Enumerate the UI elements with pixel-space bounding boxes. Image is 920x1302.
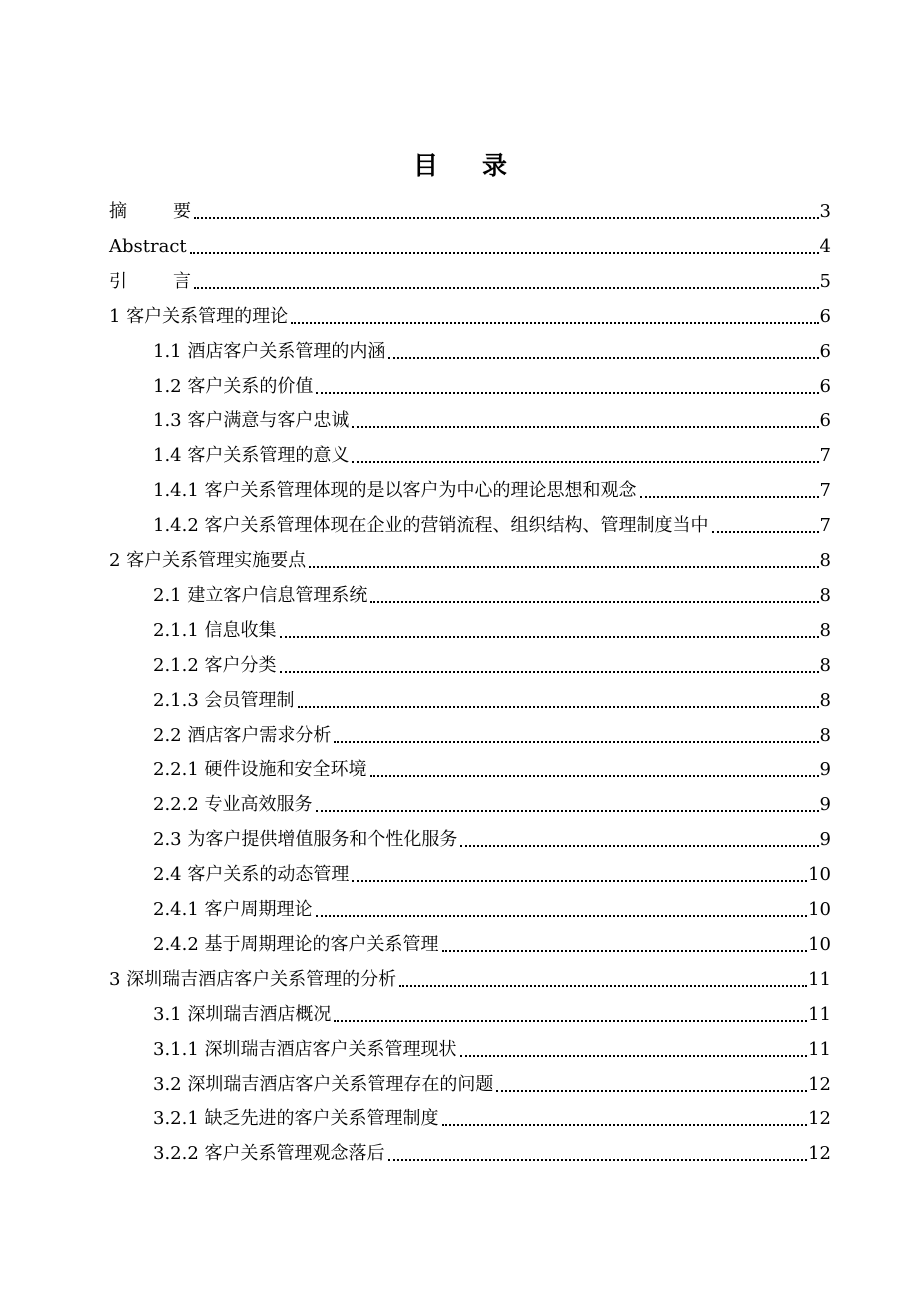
toc-entry-label: 3.2.2 客户关系管理观念落后 [153, 1143, 385, 1165]
toc-entry-label: 摘 要 [109, 201, 191, 222]
toc-entry[interactable] [109, 538, 831, 572]
toc-entry-label: 1.4 客户关系管理的意义 [153, 445, 350, 467]
toc-entry[interactable] [109, 259, 831, 293]
toc-page-number: 6 [819, 305, 831, 327]
toc-entry-label: 3.2.1 缺乏先进的客户关系管理制度 [153, 1108, 439, 1130]
toc-page-number: 12 [808, 1108, 831, 1130]
toc-page-number: 11 [808, 1038, 831, 1060]
toc-entry-label: 1.1 酒店客户关系管理的内涵 [153, 340, 386, 362]
toc-dot-leader [388, 357, 818, 359]
toc-page-number: 8 [819, 654, 831, 676]
toc-dot-leader [352, 426, 818, 428]
toc-dot-leader [388, 1159, 808, 1161]
toc-page-number: 11 [808, 968, 831, 990]
toc-dot-leader [316, 392, 818, 394]
toc-page-number: 9 [819, 829, 831, 851]
toc-page-number: 5 [819, 270, 831, 292]
toc-dot-leader [298, 706, 819, 708]
toc-entry[interactable] [153, 747, 831, 781]
toc-entry-label: 1.3 客户满意与客户忠诚 [153, 410, 350, 432]
toc-entry[interactable] [109, 189, 831, 223]
toc-entry[interactable] [153, 643, 831, 677]
toc-dot-leader [194, 217, 819, 219]
toc-page-number: 12 [808, 1143, 831, 1165]
toc-page-number: 8 [819, 619, 831, 641]
toc-dot-leader [194, 287, 819, 289]
toc-entry-label: 2.2.2 专业高效服务 [153, 794, 313, 816]
toc-entry[interactable] [153, 1096, 831, 1130]
toc-page-number: 7 [819, 445, 831, 467]
toc-dot-leader [316, 915, 808, 917]
toc-dot-leader [712, 531, 819, 533]
toc-dot-leader [334, 1020, 807, 1022]
toc-entry-label: 3.2 深圳瑞吉酒店客户关系管理存在的问题 [153, 1073, 494, 1095]
toc-entry-label: 2.1.1 信息收集 [153, 619, 277, 641]
toc-dot-leader [640, 496, 819, 498]
toc-dot-leader [280, 671, 819, 673]
toc-entry-label: 2.1.3 会员管理制 [153, 689, 295, 711]
title-char-1: 目 [412, 151, 438, 180]
toc-dot-leader [334, 741, 818, 743]
toc-entry[interactable] [153, 608, 831, 642]
page-title [0, 148, 920, 184]
toc-page-number: 6 [819, 375, 831, 397]
toc-entry-label: 2.1 建立客户信息管理系统 [153, 584, 368, 606]
toc-entry-label: 1.4.2 客户关系管理体现在企业的营销流程、组织结构、管理制度当中 [153, 515, 709, 537]
toc-page-number: 11 [808, 1003, 831, 1025]
toc-entry[interactable] [153, 573, 831, 607]
toc-entry[interactable] [153, 1131, 831, 1165]
toc-page-number: 9 [819, 794, 831, 816]
toc-dot-leader [190, 252, 819, 254]
toc-entry[interactable] [153, 503, 831, 537]
toc-entry-label: 2 客户关系管理实施要点 [109, 550, 307, 571]
toc-entry-label: 2.4.2 基于周期理论的客户关系管理 [153, 933, 439, 955]
toc-entry-label: 3.1 深圳瑞吉酒店概况 [153, 1003, 332, 1025]
toc-page-number: 8 [819, 584, 831, 606]
toc-dot-leader [280, 636, 819, 638]
toc-entry-label: 1 客户关系管理的理论 [109, 305, 289, 327]
toc-entry-label: 2.4.1 客户周期理论 [153, 899, 313, 920]
toc-entry[interactable] [153, 1027, 831, 1061]
toc-entry[interactable] [153, 887, 831, 921]
toc-page-number: 6 [819, 410, 831, 432]
toc-entry[interactable] [153, 398, 831, 432]
title-char-2: 录 [482, 151, 508, 180]
toc-entry-label: 2.1.2 客户分类 [153, 654, 277, 676]
toc-entry-label: 1.4.1 客户关系管理体现的是以客户为中心的理论思想和观念 [153, 480, 637, 502]
toc-dot-leader [370, 775, 819, 777]
toc-entry-label: 3 深圳瑞吉酒店客户关系管理的分析 [109, 968, 397, 990]
toc-dot-leader [352, 461, 818, 463]
toc-page-number: 4 [819, 235, 831, 257]
toc-page-number: 6 [819, 340, 831, 362]
toc-page-number: 3 [819, 201, 831, 222]
toc-dot-leader [442, 1124, 808, 1126]
toc-dot-leader [309, 566, 818, 568]
toc-entry-label: Abstract [109, 235, 187, 257]
toc-entry[interactable] [153, 433, 831, 467]
toc-entry[interactable] [153, 992, 831, 1026]
toc-entry-label: 引 言 [109, 270, 191, 292]
toc-entry-label: 2.3 为客户提供增值服务和个性化服务 [153, 829, 458, 851]
toc-entry[interactable] [153, 782, 831, 816]
toc-dot-leader [460, 845, 818, 847]
toc-entry[interactable] [153, 468, 831, 502]
toc-page-number: 12 [808, 1073, 831, 1095]
toc-entry[interactable] [109, 224, 831, 258]
toc-entry[interactable] [153, 364, 831, 398]
toc-dot-leader [352, 880, 807, 882]
toc-entry-label: 2.2 酒店客户需求分析 [153, 724, 332, 746]
toc-dot-leader [399, 985, 807, 987]
toc-entry[interactable] [109, 957, 831, 991]
toc-page-number: 7 [819, 515, 831, 537]
toc-page-number: 10 [808, 933, 831, 955]
toc-entry-label: 1.2 客户关系的价值 [153, 375, 314, 397]
toc-entry[interactable] [153, 678, 831, 712]
toc-entry[interactable] [109, 294, 831, 328]
toc-page-number: 8 [819, 550, 831, 571]
toc-entry[interactable] [153, 817, 831, 851]
toc-dot-leader [316, 810, 819, 812]
toc-dot-leader [291, 322, 818, 324]
toc-page-number: 7 [819, 480, 831, 502]
toc-entry-label: 2.4 客户关系的动态管理 [153, 864, 350, 886]
toc-dot-leader [370, 601, 818, 603]
toc-page-number: 10 [808, 899, 831, 920]
toc-entry[interactable] [153, 713, 831, 747]
toc-entry[interactable] [153, 852, 831, 886]
toc-dot-leader [442, 950, 808, 952]
toc-entry-label: 3.1.1 深圳瑞吉酒店客户关系管理现状 [153, 1038, 457, 1060]
toc-page-number: 9 [819, 759, 831, 781]
toc-entry[interactable] [153, 922, 831, 956]
toc-page-number: 10 [808, 864, 831, 886]
toc-entry[interactable] [153, 329, 831, 363]
toc-page-number: 8 [819, 724, 831, 746]
toc-dot-leader [496, 1090, 807, 1092]
toc-entry[interactable] [153, 1062, 831, 1096]
toc-dot-leader [460, 1055, 808, 1057]
toc-entry-label: 2.2.1 硬件设施和安全环境 [153, 759, 367, 781]
toc-page-number: 8 [819, 689, 831, 711]
